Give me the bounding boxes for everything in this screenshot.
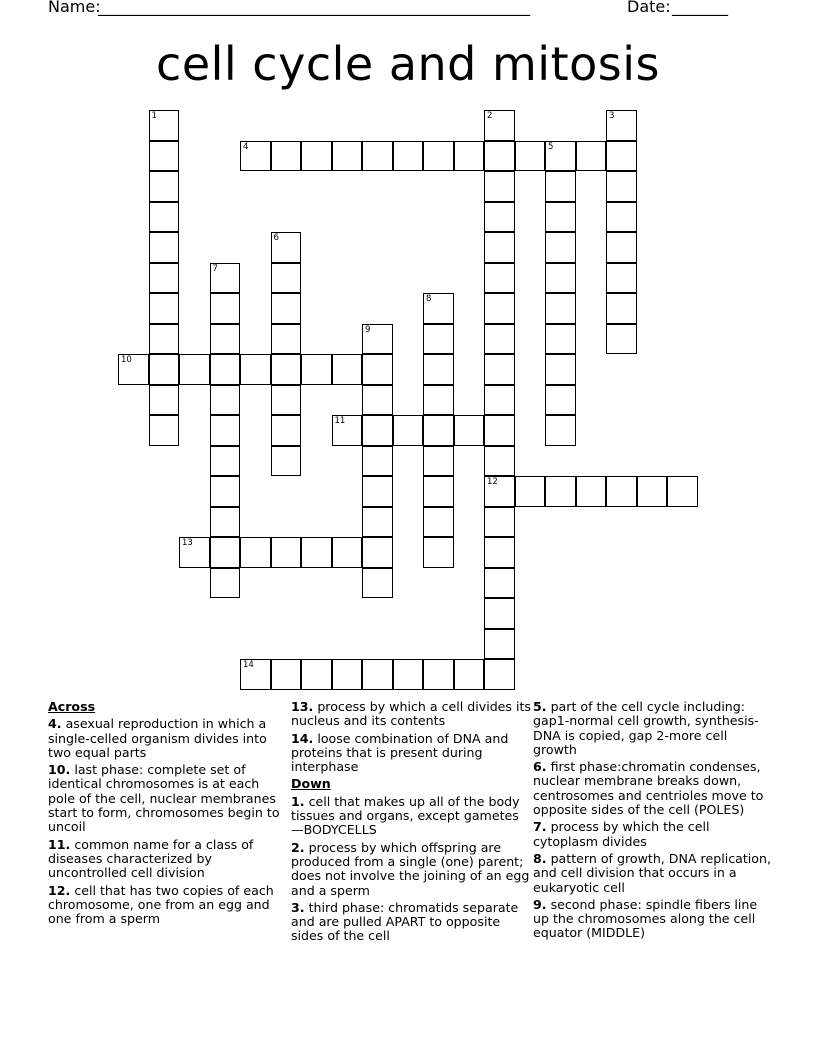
clue-text: process by which offspring are produced from a single (one) parent; does not involve the joining of an egg and a sperm xyxy=(291,839,530,898)
grid-cell[interactable] xyxy=(332,141,363,172)
grid-cell[interactable] xyxy=(484,324,515,355)
grid-cell[interactable] xyxy=(484,202,515,233)
grid-cell[interactable] xyxy=(271,537,302,568)
grid-cell[interactable] xyxy=(454,415,485,446)
clue-text: cell that makes up all of the body tissues and organs, except gametes—BODYCELLS xyxy=(291,793,520,838)
clue-number: 4 xyxy=(243,141,249,152)
grid-cell[interactable] xyxy=(240,141,271,172)
clue-number: 1 xyxy=(151,111,157,121)
grid-cell[interactable] xyxy=(545,263,576,294)
name-field[interactable]: ______________________________________________________ xyxy=(98,0,530,16)
clue-number: 12. xyxy=(48,882,71,898)
grid-cell[interactable] xyxy=(637,476,668,507)
section-heading-down: Down xyxy=(291,776,331,792)
grid-cell[interactable] xyxy=(210,476,241,507)
clue xyxy=(291,901,531,944)
grid-cell[interactable] xyxy=(301,141,332,172)
grid-cell[interactable] xyxy=(362,385,393,416)
grid-cell[interactable] xyxy=(362,415,393,446)
clue xyxy=(291,700,531,729)
clue-text: asexual reproduction in which a single-celled organism divides into two equal parts xyxy=(48,716,267,760)
grid-cell[interactable] xyxy=(423,141,454,172)
grid-cell[interactable] xyxy=(484,415,515,446)
grid-cell[interactable] xyxy=(423,354,454,385)
grid-cell[interactable] xyxy=(484,263,515,294)
clue-number: 13. xyxy=(291,699,314,714)
grid-cell[interactable] xyxy=(545,202,576,233)
grid-cell[interactable] xyxy=(118,354,149,385)
grid-cell[interactable] xyxy=(606,324,637,355)
clue xyxy=(291,732,531,775)
grid-cell[interactable] xyxy=(423,537,454,568)
grid-cell[interactable] xyxy=(271,415,302,446)
grid-cell[interactable] xyxy=(484,232,515,263)
grid-cell[interactable] xyxy=(149,202,180,233)
grid-cell[interactable] xyxy=(606,293,637,324)
clue xyxy=(533,898,773,941)
clue-number: 2 xyxy=(487,111,493,121)
grid-cell[interactable] xyxy=(393,415,424,446)
clue-number: 14 xyxy=(243,660,254,670)
clue-number: 3 xyxy=(609,111,615,121)
grid-cell[interactable] xyxy=(484,629,515,660)
clue xyxy=(48,717,288,760)
grid-cell[interactable] xyxy=(332,537,363,568)
clue-number: 9. xyxy=(533,896,547,912)
grid-cell[interactable] xyxy=(423,385,454,416)
clue xyxy=(291,795,531,838)
grid-cell[interactable] xyxy=(606,202,637,233)
clue-number: 10. xyxy=(48,762,71,778)
clue-text: second phase: spindle fibers line up the chromosomes along the cell equator (MIDDLE) xyxy=(533,896,758,941)
grid-cell[interactable] xyxy=(484,385,515,416)
grid-cell[interactable] xyxy=(484,293,515,324)
grid-cell[interactable] xyxy=(179,354,210,385)
grid-cell[interactable] xyxy=(362,354,393,385)
grid-cell[interactable] xyxy=(271,263,302,294)
grid-cell[interactable] xyxy=(210,354,241,385)
grid-cell[interactable] xyxy=(545,324,576,355)
clue xyxy=(533,700,773,757)
clue-text: common name for a class of diseases characterized by uncontrolled cell division xyxy=(48,836,254,881)
clue-text: cell that has two copies of each chromosome, one from an egg and one from a sperm xyxy=(48,882,274,927)
grid-cell[interactable] xyxy=(423,476,454,507)
grid-cell[interactable] xyxy=(271,446,302,477)
grid-cell[interactable] xyxy=(484,141,515,172)
grid-cell[interactable] xyxy=(545,171,576,202)
grid-cell[interactable] xyxy=(484,598,515,629)
grid-cell[interactable] xyxy=(179,537,210,568)
grid-cell[interactable] xyxy=(484,446,515,477)
grid-cell[interactable] xyxy=(576,476,607,507)
clue-number: 12 xyxy=(487,477,498,487)
clues-column-2 xyxy=(291,700,531,947)
grid-cell[interactable] xyxy=(423,507,454,538)
grid-cell[interactable] xyxy=(606,110,637,141)
name-label: Name: xyxy=(48,0,106,16)
clue-text: pattern of growth, DNA replication, and cell division that occurs in a eukaryotic cell xyxy=(533,850,771,895)
grid-cell[interactable] xyxy=(210,507,241,538)
grid-cell[interactable] xyxy=(362,476,393,507)
grid-cell[interactable] xyxy=(515,476,546,507)
clue-number: 6 xyxy=(273,233,279,243)
grid-cell[interactable] xyxy=(362,141,393,172)
grid-cell[interactable] xyxy=(240,537,271,568)
grid-cell[interactable] xyxy=(149,141,180,172)
page-title: cell cycle and mitosis xyxy=(156,37,660,91)
grid-cell[interactable] xyxy=(454,141,485,172)
grid-cell[interactable] xyxy=(271,141,302,172)
clue-number: 8. xyxy=(533,850,547,866)
grid-cell[interactable] xyxy=(393,659,424,690)
grid-cell[interactable] xyxy=(606,263,637,294)
grid-cell[interactable] xyxy=(271,385,302,416)
clues-column-1 xyxy=(48,700,288,929)
grid-cell[interactable] xyxy=(210,324,241,355)
grid-cell[interactable] xyxy=(484,537,515,568)
grid-cell[interactable] xyxy=(240,659,271,690)
grid-cell[interactable] xyxy=(149,263,180,294)
grid-cell[interactable] xyxy=(606,476,637,507)
grid-cell[interactable] xyxy=(301,659,332,690)
clue-text: first phase:chromatin condenses, nuclear membrane breaks down, centrosomes and centrioles move to opposite sides of the cell (POLES) xyxy=(533,759,764,818)
clue-number: 2. xyxy=(291,839,305,855)
grid-cell[interactable] xyxy=(271,659,302,690)
grid-cell[interactable] xyxy=(545,141,576,172)
clue-number: 7. xyxy=(533,819,547,835)
grid-cell[interactable] xyxy=(271,324,302,355)
grid-cell[interactable] xyxy=(484,659,515,690)
section-heading-across: Across xyxy=(48,699,96,714)
clue xyxy=(291,841,531,898)
grid-cell[interactable] xyxy=(149,385,180,416)
grid-cell[interactable] xyxy=(149,232,180,263)
clue xyxy=(533,852,773,895)
clue-text: third phase: chromatids separate and are pulled APART to opposite sides of the cell xyxy=(291,899,519,944)
clue-text: part of the cell cycle including: gap1-normal cell growth, synthesis-DNA is copied, gap 2-more cell growth xyxy=(533,699,759,757)
grid-cell[interactable] xyxy=(484,110,515,141)
grid-cell[interactable] xyxy=(423,446,454,477)
date-field[interactable]: _______ xyxy=(672,0,728,16)
grid-cell[interactable] xyxy=(484,354,515,385)
worksheet-header xyxy=(0,0,816,22)
grid-cell[interactable] xyxy=(271,232,302,263)
grid-cell[interactable] xyxy=(515,141,546,172)
grid-cell[interactable] xyxy=(423,324,454,355)
clue-number: 6. xyxy=(533,759,547,775)
grid-cell[interactable] xyxy=(606,232,637,263)
clue-text: last phase: complete set of identical chromosomes is at each pole of the cell, nuclear membranes start to form, chromosomes begin to uncoil xyxy=(48,762,280,835)
grid-cell[interactable] xyxy=(423,659,454,690)
grid-cell[interactable] xyxy=(362,324,393,355)
clue xyxy=(48,838,288,881)
clue-number: 8 xyxy=(426,294,432,304)
date-label: Date: xyxy=(627,0,676,16)
grid-cell[interactable] xyxy=(362,537,393,568)
clue-number: 7 xyxy=(212,263,218,274)
grid-cell[interactable] xyxy=(545,385,576,416)
grid-cell[interactable] xyxy=(240,354,271,385)
clue-number: 14. xyxy=(291,730,314,746)
grid-cell[interactable] xyxy=(606,171,637,202)
grid-cell[interactable] xyxy=(149,324,180,355)
grid-cell[interactable] xyxy=(149,293,180,324)
grid-cell[interactable] xyxy=(576,141,607,172)
grid-cell[interactable] xyxy=(362,568,393,599)
clue-number: 10 xyxy=(121,355,132,365)
clue-number: 11 xyxy=(334,416,346,426)
clue-number: 1. xyxy=(291,793,305,809)
grid-cell[interactable] xyxy=(301,354,332,385)
grid-cell[interactable] xyxy=(362,659,393,690)
grid-cell[interactable] xyxy=(271,293,302,324)
grid-cell[interactable] xyxy=(149,354,180,385)
grid-cell[interactable] xyxy=(484,507,515,538)
grid-cell[interactable] xyxy=(332,354,363,385)
grid-cell[interactable] xyxy=(362,507,393,538)
grid-cell[interactable] xyxy=(301,537,332,568)
clue xyxy=(533,820,773,849)
clue-number: 9 xyxy=(365,324,371,335)
grid-cell[interactable] xyxy=(210,568,241,599)
grid-cell[interactable] xyxy=(332,659,363,690)
grid-cell[interactable] xyxy=(210,263,241,294)
clue-number: 5. xyxy=(533,699,547,714)
clue-number: 11. xyxy=(48,836,71,852)
grid-cell[interactable] xyxy=(423,415,454,446)
grid-cell[interactable] xyxy=(545,415,576,446)
clue xyxy=(48,884,288,927)
grid-cell[interactable] xyxy=(454,659,485,690)
grid-cell[interactable] xyxy=(210,537,241,568)
clue-text: process by which the cell cytoplasm divides xyxy=(533,819,710,849)
grid-cell[interactable] xyxy=(362,446,393,477)
grid-cell[interactable] xyxy=(606,141,637,172)
grid-cell[interactable] xyxy=(545,232,576,263)
grid-cell[interactable] xyxy=(271,354,302,385)
grid-cell[interactable] xyxy=(545,293,576,324)
grid-cell[interactable] xyxy=(210,415,241,446)
grid-cell[interactable] xyxy=(423,293,454,324)
clue-number: 3. xyxy=(291,899,305,915)
clue-number: 4. xyxy=(48,716,62,732)
grid-cell[interactable] xyxy=(484,171,515,202)
grid-cell[interactable] xyxy=(484,476,515,507)
grid-cell[interactable] xyxy=(667,476,698,507)
grid-cell[interactable] xyxy=(210,293,241,324)
clue-text: process by which a cell divides its nucleus and its contents xyxy=(291,699,531,729)
grid-cell[interactable] xyxy=(332,415,363,446)
clues-column-3 xyxy=(533,700,773,944)
grid-cell[interactable] xyxy=(149,415,180,446)
grid-cell[interactable] xyxy=(393,141,424,172)
grid-cell[interactable] xyxy=(149,110,180,141)
grid-cell[interactable] xyxy=(545,354,576,385)
clue xyxy=(533,760,773,817)
clue xyxy=(48,763,288,834)
clue-text: loose combination of DNA and proteins that is present during interphase xyxy=(291,730,509,775)
grid-cell[interactable] xyxy=(545,476,576,507)
grid-cell[interactable] xyxy=(149,171,180,202)
grid-cell[interactable] xyxy=(210,446,241,477)
clue-number: 5 xyxy=(548,141,554,152)
grid-cell[interactable] xyxy=(484,568,515,599)
grid-cell[interactable] xyxy=(210,385,241,416)
clue-number: 13 xyxy=(182,538,193,548)
